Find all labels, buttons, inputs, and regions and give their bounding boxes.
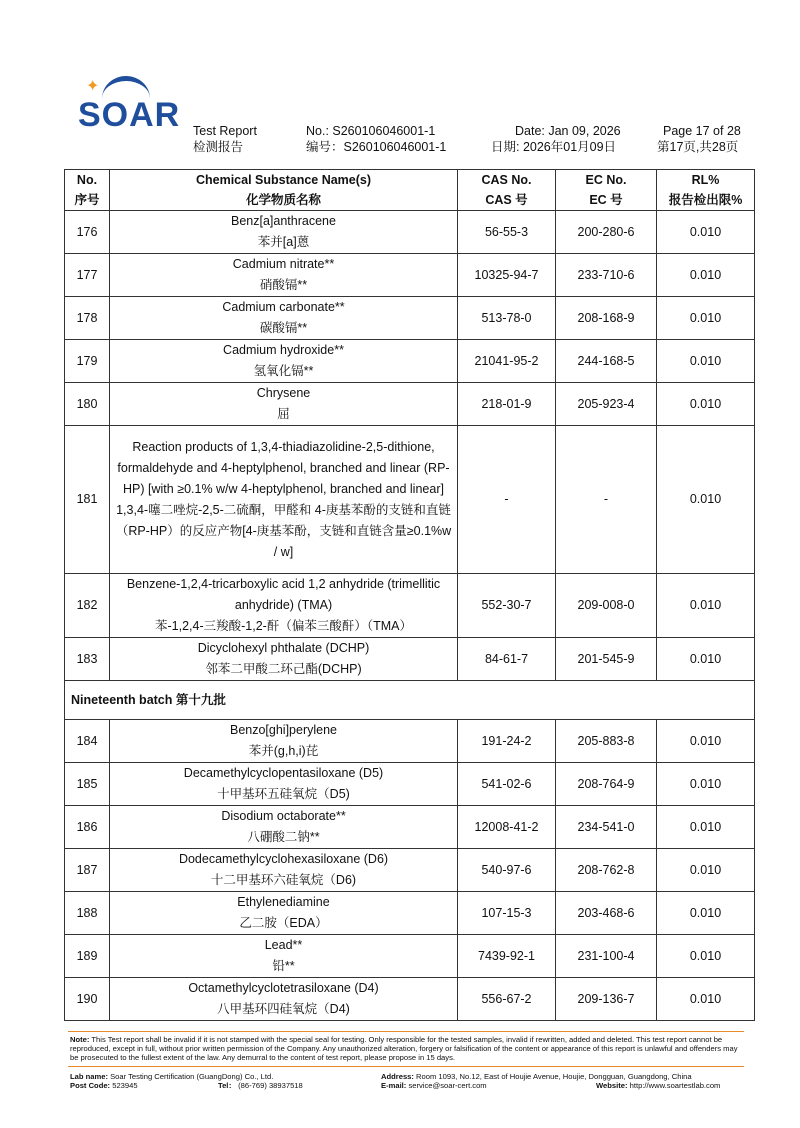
cell-cas: 21041-95-2 <box>458 340 556 383</box>
cell-cas: 218-01-9 <box>458 383 556 426</box>
substance-table <box>64 169 754 1021</box>
cell-cas: 540-97-6 <box>458 849 556 892</box>
cell-no: 182 <box>65 574 110 638</box>
cell-cas: 556-67-2 <box>458 978 556 1021</box>
table-row <box>65 849 755 892</box>
cell-no: 187 <box>65 849 110 892</box>
cell-name: Chrysene 屈 <box>110 383 458 426</box>
website <box>596 1081 720 1090</box>
cell-cas: 84-61-7 <box>458 638 556 681</box>
cell-rl: 0.010 <box>657 720 755 763</box>
cell-name: Benz[a]anthracene 苯并[a]蒽 <box>110 211 458 254</box>
cell-no: 190 <box>65 978 110 1021</box>
table-row <box>65 211 755 254</box>
cell-rl: 0.010 <box>657 383 755 426</box>
cell-name: Lead** 铅** <box>110 935 458 978</box>
cell-name: Ethylenediamine 乙二胺（EDA） <box>110 892 458 935</box>
cell-name: Cadmium hydroxide** 氢氧化镉** <box>110 340 458 383</box>
address-value: Room 1093, No.12, East of Houjie Avenue, Houjie, Dongguan, Guangdong, China <box>416 1072 692 1081</box>
footer-divider-bottom <box>68 1066 744 1067</box>
report-title-cn: 检测报告 <box>193 140 244 154</box>
cell-name: Decamethylcyclopentasiloxane (D5) 十甲基环五硅氧烷（D5) <box>110 763 458 806</box>
page-number-cn: 第17页,共28页 <box>657 140 739 154</box>
cell-ec: 205-923-4 <box>556 383 657 426</box>
cell-no: 179 <box>65 340 110 383</box>
table-row <box>65 720 755 763</box>
col-header-name: Chemical Substance Name(s) 化学物质名称 <box>110 170 458 211</box>
lab-name-label: Lab name: <box>70 1072 108 1081</box>
col-header-no: No. 序号 <box>65 170 110 211</box>
page-number <box>657 123 741 155</box>
table-row <box>65 297 755 340</box>
table-row <box>65 254 755 297</box>
email-value: service@soar-cert.com <box>408 1081 487 1090</box>
cell-name: Reaction products of 1,3,4-thiadiazolidine-2,5-dithione, formaldehyde and 4-heptylphenol, branched and linear (RP-HP) [with ≥0.1% w/w 4-heptylphenol, branched and linear] 1,3,4-噻二唑烷-2,5-二硫酮，甲醛和 4-庚基苯酚的支链和直链（RP-HP）的反应产物[4-庚基苯酚，支链和直链含量≥0.1%w / w] <box>110 426 458 574</box>
report-date-cn: 日期: 2026年01月09日 <box>491 140 617 154</box>
cell-name: Benzo[ghi]perylene 苯并(g,h,i)芘 <box>110 720 458 763</box>
cell-name: Dodecamethylcyclohexasiloxane (D6) 十二甲基环六硅氧烷（D6) <box>110 849 458 892</box>
cell-cas: 552-30-7 <box>458 574 556 638</box>
post-code-label: Post Code: <box>70 1081 111 1090</box>
table-row <box>65 638 755 681</box>
cell-cas: 107-15-3 <box>458 892 556 935</box>
cell-rl: 0.010 <box>657 574 755 638</box>
cell-no: 186 <box>65 806 110 849</box>
table-row <box>65 892 755 935</box>
table-row <box>65 806 755 849</box>
cell-rl: 0.010 <box>657 426 755 574</box>
logo-text: SOAR <box>78 96 181 134</box>
batch-row <box>65 681 755 720</box>
cell-rl: 0.010 <box>657 340 755 383</box>
tel-label: Tel： <box>218 1081 237 1090</box>
cell-name: Benzene-1,2,4-tricarboxylic acid 1,2 anhydride (trimellitic anhydride) (TMA) 苯-1,2,4-三羧酸-1,2-酐（偏苯三酸酐）（TMA） <box>110 574 458 638</box>
cell-rl: 0.010 <box>657 806 755 849</box>
cell-ec: 203-468-6 <box>556 892 657 935</box>
star-icon: ✦ <box>86 78 100 95</box>
cell-ec: 205-883-8 <box>556 720 657 763</box>
cell-no: 180 <box>65 383 110 426</box>
report-number <box>306 123 446 155</box>
report-date <box>491 123 621 155</box>
cell-rl: 0.010 <box>657 978 755 1021</box>
cell-cas: - <box>458 426 556 574</box>
address-label: Address: <box>381 1072 414 1081</box>
cell-rl: 0.010 <box>657 849 755 892</box>
cell-ec: 231-100-4 <box>556 935 657 978</box>
cell-no: 176 <box>65 211 110 254</box>
cell-rl: 0.010 <box>657 763 755 806</box>
footer-note <box>70 1035 742 1062</box>
report-title-en: Test Report <box>193 124 257 138</box>
table-row <box>65 574 755 638</box>
website-value: http://www.soartestlab.com <box>629 1081 721 1090</box>
website-label: Website: <box>596 1081 628 1090</box>
cell-cas: 12008-41-2 <box>458 806 556 849</box>
cell-no: 178 <box>65 297 110 340</box>
email <box>381 1081 487 1090</box>
cell-cas: 191-24-2 <box>458 720 556 763</box>
lab-address <box>381 1072 692 1081</box>
report-number-en: No.: S260106046001-1 <box>306 124 436 138</box>
col-header-rl: RL% 报告检出限% <box>657 170 755 211</box>
report-number-cn: 编号：S260106046001-1 <box>306 140 447 154</box>
note-text: This Test report shall be invalid if it is not stamped with the special seal for testing. Only responsible for the tested samples, invalid if rewritten, added and deleted. This test report cannot be reproduced, except in full, without prior written permission of the Company. Any unauthorized alteration, forgery or falsification of the content or appearance of this report is unlawful and offenders may be prosecuted to the fullest extent of the law. Any demurral to the content of test report, please propose in 15 days. <box>70 1035 738 1062</box>
lab-name-value: Soar Testing Certification (GuangDong) Co., Ltd. <box>110 1072 274 1081</box>
col-header-ec: EC No. EC 号 <box>556 170 657 211</box>
table-row <box>65 340 755 383</box>
cell-ec: 209-136-7 <box>556 978 657 1021</box>
cell-ec: 208-764-9 <box>556 763 657 806</box>
cell-no: 185 <box>65 763 110 806</box>
footer-divider-top <box>68 1031 744 1032</box>
cell-cas: 513-78-0 <box>458 297 556 340</box>
tel-value: (86-769) 38937518 <box>238 1081 303 1090</box>
cell-ec: 201-545-9 <box>556 638 657 681</box>
cell-ec: - <box>556 426 657 574</box>
cell-no: 184 <box>65 720 110 763</box>
cell-name: Cadmium nitrate** 硝酸镉** <box>110 254 458 297</box>
batch-label: Nineteenth batch 第十九批 <box>65 681 755 720</box>
cell-name: Cadmium carbonate** 碳酸镉** <box>110 297 458 340</box>
report-date-en: Date: Jan 09, 2026 <box>515 124 621 138</box>
cell-name: Dicyclohexyl phthalate (DCHP) 邻苯二甲酸二环己酯(DCHP) <box>110 638 458 681</box>
note-label: Note: <box>70 1035 90 1044</box>
cell-rl: 0.010 <box>657 254 755 297</box>
company-logo <box>78 74 188 140</box>
table-row <box>65 935 755 978</box>
cell-rl: 0.010 <box>657 935 755 978</box>
post-code <box>70 1081 138 1090</box>
table-row <box>65 763 755 806</box>
cell-no: 183 <box>65 638 110 681</box>
cell-cas: 7439-92-1 <box>458 935 556 978</box>
cell-no: 177 <box>65 254 110 297</box>
col-header-cas: CAS No. CAS 号 <box>458 170 556 211</box>
table-header-row <box>65 170 755 211</box>
cell-ec: 233-710-6 <box>556 254 657 297</box>
cell-ec: 244-168-5 <box>556 340 657 383</box>
report-title <box>193 123 257 155</box>
table-row <box>65 978 755 1021</box>
post-code-value: 523945 <box>112 1081 138 1090</box>
cell-rl: 0.010 <box>657 638 755 681</box>
cell-cas: 541-02-6 <box>458 763 556 806</box>
email-label: E-mail: <box>381 1081 407 1090</box>
page-number-en: Page 17 of 28 <box>663 124 741 138</box>
cell-ec: 209-008-0 <box>556 574 657 638</box>
cell-ec: 200-280-6 <box>556 211 657 254</box>
cell-ec: 208-762-8 <box>556 849 657 892</box>
cell-name: Disodium octaborate** 八硼酸二钠** <box>110 806 458 849</box>
cell-no: 188 <box>65 892 110 935</box>
table-row <box>65 383 755 426</box>
lab-name <box>70 1072 273 1081</box>
cell-name: Octamethylcyclotetrasiloxane (D4) 八甲基环四硅氧烷（D4) <box>110 978 458 1021</box>
cell-no: 181 <box>65 426 110 574</box>
cell-ec: 208-168-9 <box>556 297 657 340</box>
cell-rl: 0.010 <box>657 892 755 935</box>
cell-rl: 0.010 <box>657 211 755 254</box>
telephone <box>218 1081 303 1090</box>
cell-cas: 10325-94-7 <box>458 254 556 297</box>
cell-cas: 56-55-3 <box>458 211 556 254</box>
cell-ec: 234-541-0 <box>556 806 657 849</box>
cell-rl: 0.010 <box>657 297 755 340</box>
cell-no: 189 <box>65 935 110 978</box>
table-row <box>65 426 755 574</box>
